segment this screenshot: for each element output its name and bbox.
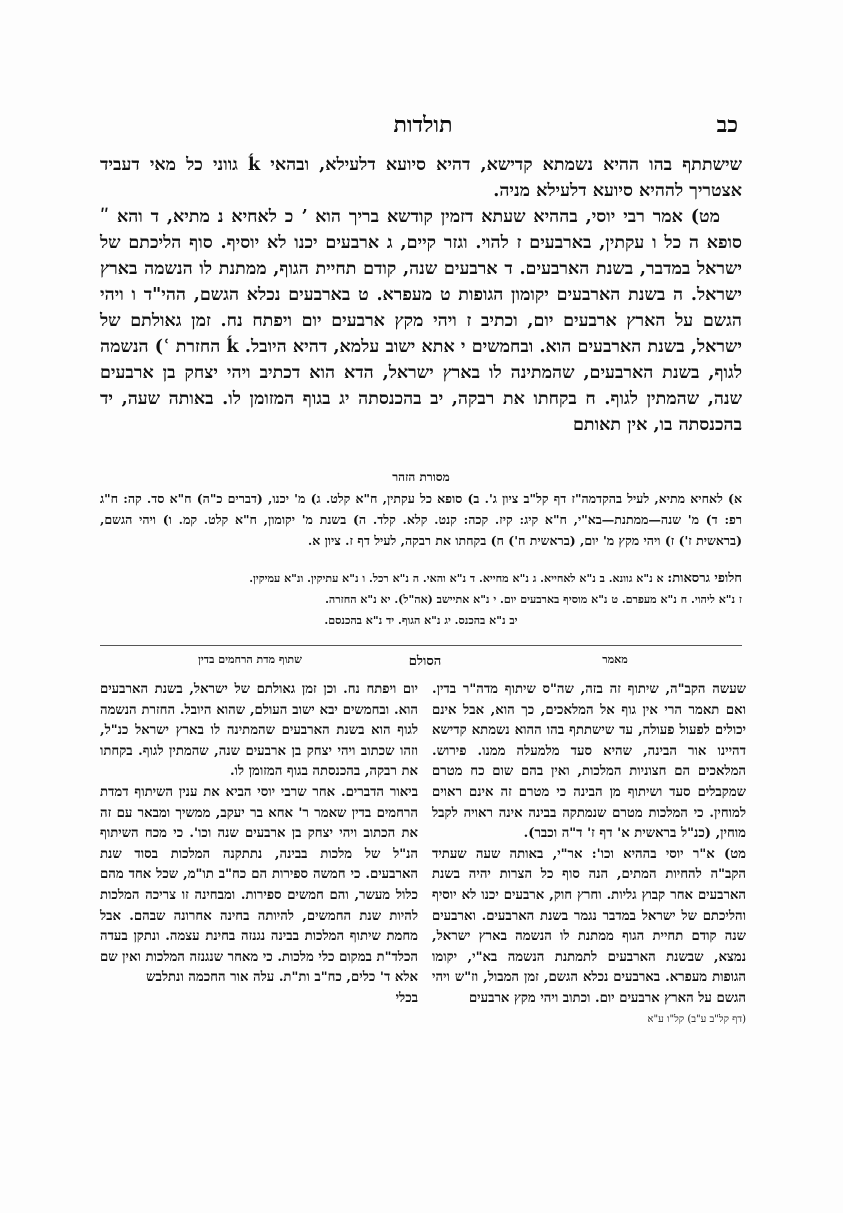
zohar-main-text: [100, 152, 742, 438]
commentary-paragraph: מט) א"ר יוסי בההיא וכו': אר"י, באותה שעה שעתיד הקב"ה להחיות המתים, הנה סוף כל הצרות יהיה בשנת הארבעים אחר קבוץ גליות. וחרץ חוק, ארבעים יכנו לא יוסיף והליכתם של ישראל במדבר נגמר בשנת הארבעים. וארבעים שנה קודם תחיית הגוף ממתנת לו הנשמה בארץ ישראל, נמצא, שבשנת הארבעים לתמתנת הנשמה בא"י, יקומו הגופות מעפרא. בארבעים נכלא הגשם, זמן המבול, וז"ש ויהי הגשם על הארץ ארבעים יום. וכתוב ויהי מקץ ארבעים: [432, 846, 746, 1006]
variant-line: ז נ"א ליהוי. ח נ"א מעפרם. ט נ"א מוסיף בארבעים יום. י נ"א אתיישב (אה"ל). יא נ"א החזרה.: [325, 593, 742, 606]
variant-label: חלופי גרסאות:: [667, 571, 742, 586]
commentary-paragraph: יום ויפתח נח. וכן זמן גאולתם של ישראל, בשנת הארבעים הוא. ובחמשים יבא ישוב העולם, שהוא היובל. החזרת הנשמה לגוף הוא בשנת הארבעים שהמתינה לו בארץ ישראל כנ"ל, וזהו שכתוב ויהי יצחק בן ארבעים שנה, שהמתין לגוף. בקחתו את רבקה, בהכנסתה בגוף המזומן לו.: [100, 682, 418, 780]
catchword: בכלי: [395, 990, 418, 1006]
sulam-commentary-right-column: [432, 680, 746, 1030]
page-header: [108, 112, 738, 142]
main-paragraph: מט) אמר רבי יוסי, בההיא שעתא דזמין קודשא בריך הוא ʼ כ לאחיא נ מתיא, ד והא ʺ סופא ה כל ו עקתין, בארבעים ז להוי. וגזר קיים, ג ארבעים יכנו לא יוסיף. סוף הליכתם של ישראל במדבר, בשנת הארבעים. ד ארבעים שנה, קודם תחיית הגוף, ממתנת לו הנשמה בארץ ישראל. ה בשנת הארבעים יקומון הגופות ט מעפרא. ט בארבעים נכלא הגשם, ההי"ד ו ויהי הגשם על הארץ ארבעים יום, וכתיב ז ויהי מקץ ארבעים יום ויפתח נח. זמן גאולתם של ישראל, בשנת הארבעים הוא. ובחמשים י אתא ישוב עלמא, דהיא היובל. ḱ החזרת ʿ) הנשמה לגוף, בשנת הארבעים, שהמתינה לו בארץ ישראל, הדא הוא דכתיב ויהי יצחק בן ארבעים שנה, שהמתין לגוף. ח בקחתו את רבקה, יב בהכנסתה יג בגוף המזומן לו. באותה שעה, יד בהכנסתה בו, אין תאותם: [100, 207, 742, 435]
variant-line: [100, 568, 742, 589]
column-header-left: שתוף מדת הרחמים בדין: [198, 653, 302, 666]
column-header-center: הסולם: [408, 654, 442, 669]
column-footnote: (דף קל"ב ע"ב) קל"ו ע"א: [647, 1013, 746, 1025]
page-number: כב: [716, 112, 738, 138]
variant-readings: [100, 568, 742, 631]
sulam-commentary-left-column: [100, 680, 418, 1010]
commentary-paragraph: שעשה הקב"ה, שיתוף זה בזה, שה"ס שיתוף מדה"ר בדין. ואם תאמר הרי אין גוף אל המלאכים, כך הוא, אבל אינם יכולים לפעול פעולה, עד שישתתף בהו ההוא נשמתא קדישא דהיינו אור הבינה, שהיא סעד מלמעלה ממנו. פירוש. המלאכים הם חצוניות המלכות, ואין בהם שום כח מטרם שמקבלים סעד ושיתוף מן הבינה כי מטרם זה אינם ראוים למוחין. כי המלכות מטרם שנמתקה בבינה אינה ראויה לקבל מוחין, (כנ"ל בראשית א' דף ז' ד"ה וכבר).: [432, 682, 746, 842]
variant-text: א נ"א גוונא. ב נ"א לאחייא. ג נ"א מחייא. ד נ"א והאי. ה נ"א רכל. ו נ"א עתיקין. ונ"א עמיקין.: [249, 572, 664, 585]
main-paragraph: שישתתף בהו ההיא נשמתא קדישא, דהיא סיועא דלעילא, ובהאי ḱ גווני כל מאי דעביד אצטריך לההיא סיועא דלעילא מניה.: [100, 155, 742, 201]
column-header-right: מאמר: [602, 653, 628, 666]
variant-line: יב נ"א בהכנס. יג נ"א הגוף. יד נ"א בהכנסם.: [324, 614, 518, 627]
running-title: תולדות: [393, 112, 453, 138]
masoret-title: מסורת הזהר: [392, 470, 450, 484]
divider: [100, 645, 742, 646]
masoret-references: א) לאחיא מתיא, לעיל בהקדמה"ז דף קל"ב ציון ג'. ב) סופא כל עקתין, ח"א קלט. ג) מ' יכנו, (דברים כ"ה) ח"א סד. קה: ח"ג רפ: ד) מ' שנה—ממתנת—בא"י, ח"א קיג: קיז. קכה: קנט. קלא. קלד. ה) בשנת מ' יקומון, ח"א קלט. קמ. ו) ויהי הגשם, (בראשית ז') ז) ויהי מקץ מ' יום, (בראשית ח') ח) בקחתו את רבקה, לעיל דף ז. ציון א.: [100, 491, 742, 548]
commentary-paragraph: ביאור הדברים. אחר שרבי יוסי הביא את ענין השיתוף דמדת הרחמים בדין שאמר ר' אחא בר יעקב, ממשיך ומבאר עם זה את הכתוב ויהי יצחק בן ארבעים שנה וכו'. כי מכח השיתוף הנ"ל של מלכות בבינה, נתתקנה המלכות בסוד שנת הארבעים. כי חמשה ספירות הם כח"ב תו"מ, שכל אחד מהם כלול מעשר, והם חמשים ספירות. ומבחינה זו צריכה המלכות להיות שנת החמשים, להיותה בחינה אחרונה שבהם. אבל מחמת שיתוף המלכות בבינה נגנזה בחינת עצמה. ונתקן בעדה הכלד"ת במקום כלי מלכות. כי מאחר שנגנזה המלכות ואין שם אלא ד' כלים, כח"ב ות"ת. עלה אור החכמה ונתלבש: [100, 784, 418, 986]
